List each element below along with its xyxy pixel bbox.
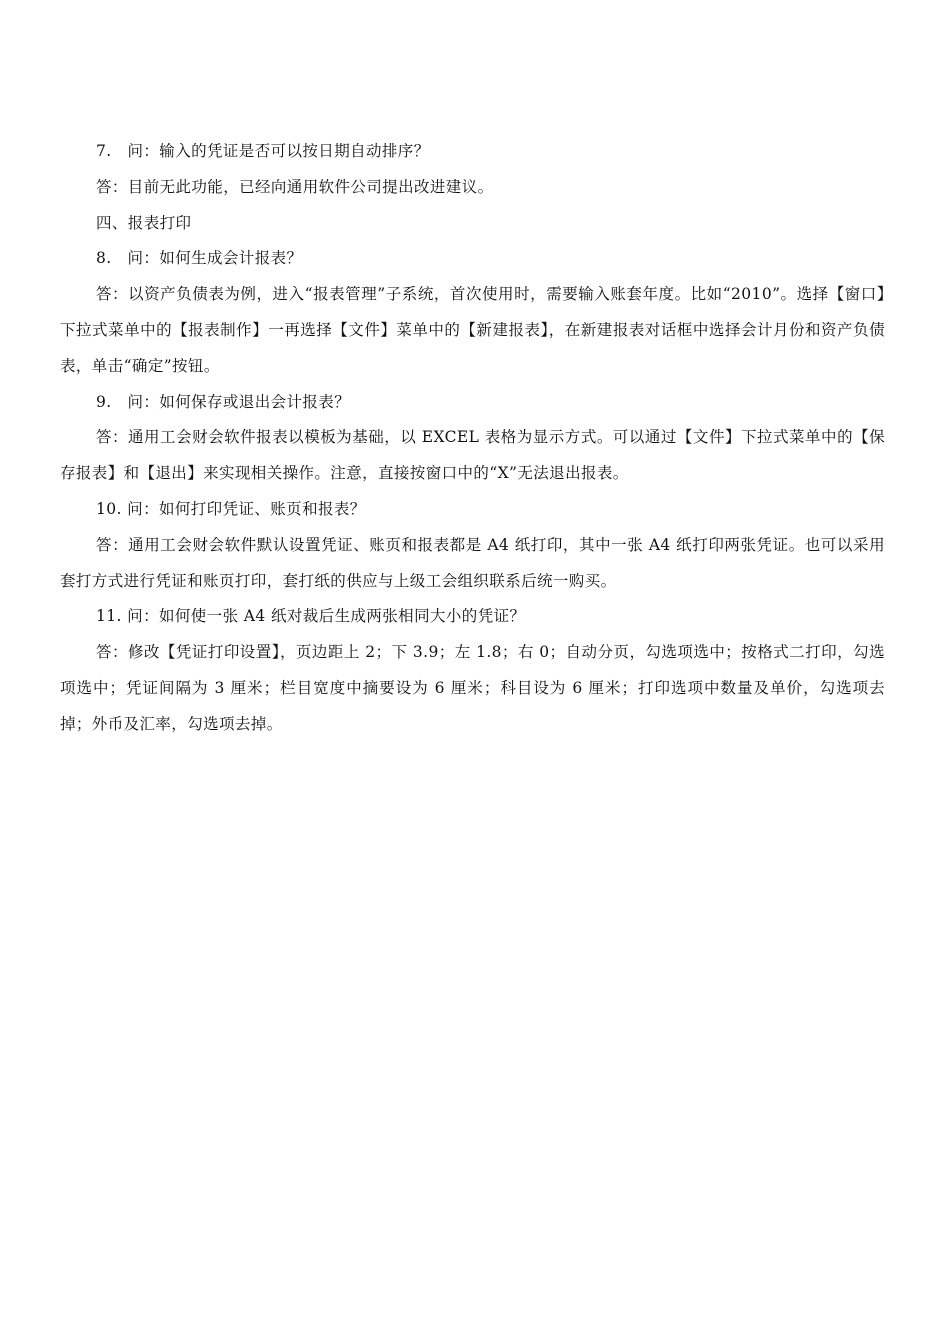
answer-7: 答：目前无此功能，已经向通用软件公司提出改进建议。 [96, 177, 494, 196]
answer-10: 答：通用工会财会软件默认设置凭证、账页和报表都是 A4 纸打印，其中一张 A4 纸打印两张凭证。也可以采用套打方式进行凭证和账页打印，套打纸的供应与上级工会组织联系后统一购买。 [60, 535, 885, 590]
question-8: 8. 问：如何生成会计报表？ [96, 249, 303, 268]
document-page [60, 134, 885, 743]
question-9: 9. 问：如何保存或退出会计报表？ [96, 392, 351, 411]
question-10: 10. 问：如何打印凭证、账页和报表？ [96, 499, 366, 518]
answer-11: 答：修改【凭证打印设置】，页边距上 2；下 3.9；左 1.8；右 0；自动分页，勾选项选中；按格式二打印，勾选项选中；凭证间隔为 3 厘米；栏目宽度中摘要设为 6 厘米；科目设为 6 厘米；打印选项中数量及单价，勾选项去掉；外币及汇率，勾选项去掉。 [60, 643, 885, 733]
question-11: 11. 问：如何使一张 A4 纸对裁后生成两张相同大小的凭证？ [96, 607, 526, 626]
question-7: 7. 问：输入的凭证是否可以按日期自动排序？ [96, 142, 430, 160]
answer-9: 答：通用工会财会软件报表以模板为基础，以 EXCEL 表格为显示方式。可以通过【文件】下拉式菜单中的【保存报表】和【退出】来实现相关操作。注意，直接按窗口中的“X”无法退出报表。 [60, 428, 885, 483]
section-heading: 四、报表打印 [96, 213, 192, 232]
answer-8: 答：以资产负债表为例，进入“报表管理”子系统，首次使用时，需要输入账套年度。比如“2010”。选择【窗口】下拉式菜单中的【报表制作】一再选择【文件】菜单中的【新建报表】，在新建报表对话框中选择会计月份和资产负债表，单击“确定”按钮。 [60, 285, 885, 375]
